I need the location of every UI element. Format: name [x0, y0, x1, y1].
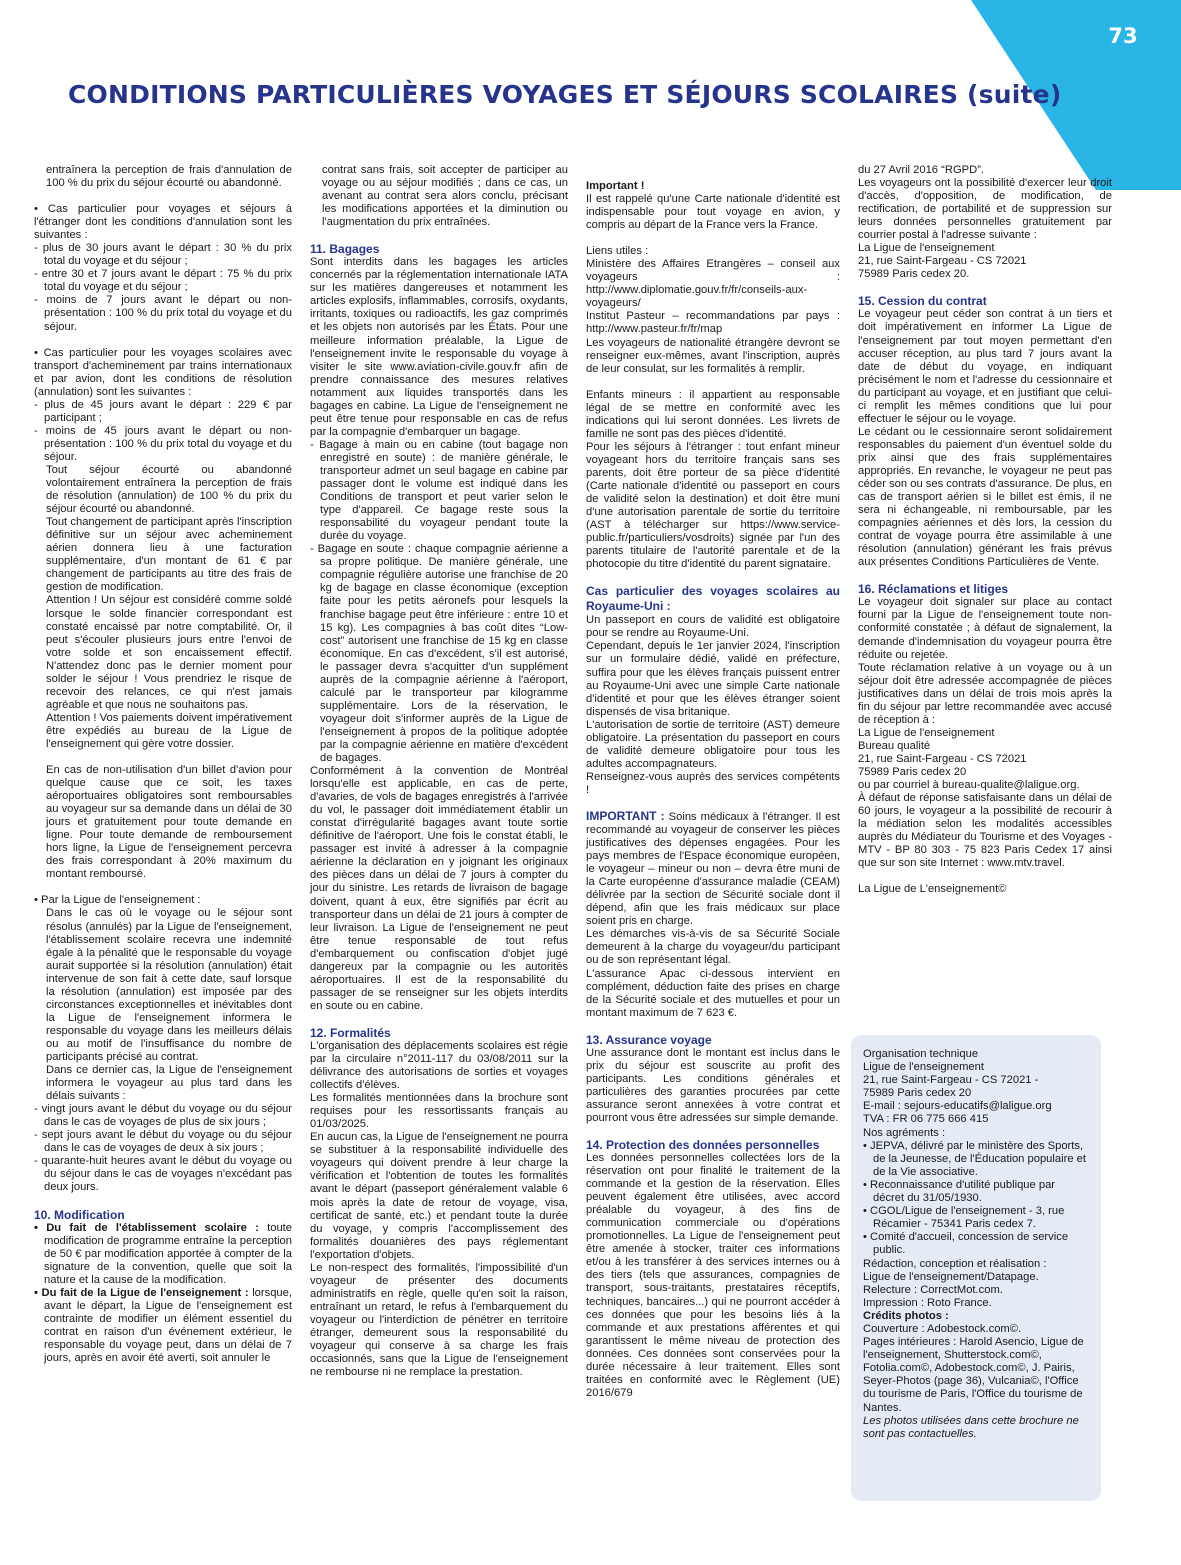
- list-item: - moins de 7 jours avant le départ ou non- présentation : 100 % du prix total du voyage et du séjour.: [34, 294, 292, 333]
- paragraph: Les formalités mentionnées dans la brochure sont requises pour les ressortissants français au 01/03/2025.: [310, 1092, 568, 1131]
- list-item: - sept jours avant le début du voyage ou du séjour dans le cas de voyages de deux à six jours ;: [34, 1129, 292, 1155]
- address-line: 75989 Paris cedex 20: [858, 765, 967, 778]
- paragraph: Conformément à la convention de Montréal lorsqu'elle est applicable, en cas de perte, d'avaries, de vols de bagages enregistrés à l'arrivée du vol, le passager doit immédiatement établir un constat d'irrégularité bagages avant toute sortie définitive de l'aéroport. Une fois le constat établi, le passager est invité à adresser à la compagnie aérienne la déclaration en y joignant les originaux des pièces dans un délai de 7 jours à compter du jour du sinistre. Les retards de livraison de bagage doivent, quant à eux, être signifiés par écrit au transporteur dans un délai de 21 jours à compter de leur livraison. La Ligue de l'enseignement ne peut être tenue responsable de tout refus d'embarquement ou confiscation d'objet jugé dangereux par la compagnie ou les autorités aéroportuaires. Il est de la responsabilité du passager de se renseigner sur les objets interdits en soute ou en cabine.: [310, 765, 568, 1012]
- page-number: 73: [1108, 24, 1138, 48]
- paragraph: Les voyageurs ont la possibilité d'exercer leur droit d'accès, d'opposition, de modification, de rectification, de portabilité et de suppression sur leurs données personnelles gratuitement par courrier postal à l'adresse suivante :: [858, 177, 1112, 242]
- box-line: Relecture : CorrectMot.com.: [863, 1283, 1003, 1296]
- section-heading-16: 16. Réclamations et litiges: [858, 582, 1009, 597]
- paragraph: Tout séjour écourté ou abandonné volontairement entraînera la perception de frais de résolution (annulation) de 100 % du prix du séjour écourté ou abandonné.: [46, 463, 292, 516]
- bold-lead: • Du fait de l'établissement scolaire :: [34, 1221, 259, 1234]
- paragraph: Le voyageur doit signaler sur place au contact fourni par la Ligue de l'enseignement toute non-conformité constatée ; à défaut de signalement, la demande d'indemnisation du voyageur pourra être réduite ou rejetée.: [858, 596, 1112, 661]
- paragraph: • Par la Ligue de l'enseignement :: [34, 894, 201, 907]
- important-label: IMPORTANT :: [586, 808, 665, 823]
- text-column-3: [586, 180, 840, 1400]
- section-heading-13: 13. Assurance voyage: [586, 1032, 712, 1047]
- box-line: 75989 Paris cedex 20: [863, 1087, 972, 1100]
- address-line: 75989 Paris cedex 20.: [858, 268, 970, 281]
- paragraph: Il est rappelé qu'une Carte nationale d'identité est indispensable pour tout voyage en avion, y compris au départ de la France vers la France.: [586, 193, 840, 232]
- box-list-item: • JEPVA, délivré par le ministère des Sports, de la Jeunesse, de l'Éducation populaire et de la Vie associative.: [863, 1139, 1086, 1178]
- paragraph: Sont interdits dans les bagages les articles concernés par la réglementation internationale IATA sur les matières dangereuses et notamment les articles explosifs, inflammables, corrosifs, oxydants, irritants, toxiques ou radioactifs, les gaz comprimés et les objets non autorisés par les États. Pour une meilleure information préalable, la Ligue de l'enseignement invite le responsable du voyage à visiter le site www.aviation-civile.gouv.fr afin de prendre connaissance des mesures relatives notamment aux liquides transportés dans les bagages en cabine. La Ligue de l'enseignement ne peut être tenue pour responsable en cas de refus par la compagnie d'embarquer un bagage.: [310, 256, 568, 438]
- section-heading-14: 14. Protection des données personnelles: [586, 1138, 820, 1152]
- paragraph: Attention ! Vos paiements doivent impérativement être expédiés au bureau de la Ligue de l'enseignement qui gère votre dossier.: [46, 711, 292, 750]
- list-item: - plus de 45 jours avant le départ : 229 € par participant ;: [34, 398, 292, 424]
- box-line: Impression : Roto France.: [863, 1296, 992, 1309]
- paragraph: Institut Pasteur – recommandations par pays : http://www.pasteur.fr/fr/map: [586, 310, 840, 336]
- paragraph: Le non-respect des formalités, l'impossibilité d'un voyageur de présenter des documents administratifs en règle, quelle qu'en soit la raison, entraînant un retard, le refus à l'embarquement du voyageur ou l'interdiction de pénétrer en territoire étranger, demeurent sous la responsabilité du voyageur qui conserve à sa charge les frais occasionnés, sans que la Ligue de l'enseignement ne rembourse ni ne remplace la prestation.: [310, 1261, 568, 1379]
- page-title: CONDITIONS PARTICULIÈRES VOYAGES ET SÉJOURS SCOLAIRES (suite): [68, 80, 1062, 109]
- box-list-item: • Reconnaissance d'utilité publique par décret du 31/05/1930.: [863, 1178, 1056, 1205]
- technical-organisation-box: [851, 1035, 1101, 1501]
- section-heading-11: 11. Bagages: [310, 242, 380, 257]
- box-line: Ligue de l'enseignement/Datapage.: [863, 1270, 1039, 1283]
- box-list-item: • CGOL/Ligue de l'enseignement - 3, rue Récamier - 75341 Paris cedex 7.: [863, 1205, 1065, 1231]
- paragraph: À défaut de réponse satisfaisante dans un délai de 60 jours, le voyageur a la possibilité de recourir à la médiation selon les modalités accessibles auprès du Médiateur du Tourisme et des Voyages - MTV - BP 80 303 - 75 823 Paris Cedex 17 ainsi que sur son site Internet : www.mtv.travel.: [858, 792, 1112, 870]
- box-line-credits: Crédits photos :: [863, 1309, 949, 1322]
- paragraph: Le cédant ou le cessionnaire seront solidairement responsables du paiement d'un éventuel solde du prix ainsi que des frais supplémentaires appropriés. En revanche, le voyageur ne peut pas céder son ou ses contrats d'assurance. De plus, en cas de transport aérien si le billet est émis, il ne sera ni échangeable, ni remboursable, par les compagnies aériennes et dès lors, la cession du contrat de voyage pourra être assimilable à une résolution (annulation) générant les frais prévus aux présentes Conditions Particulières de Vente.: [858, 425, 1112, 569]
- paragraph: Toute réclamation relative à un voyage ou à un séjour doit être adressée accompagnée de pièces justificatives dans un délai de trois mois après la fin du séjour par lettre recommandée avec accusé de réception à :: [858, 661, 1112, 726]
- paragraph: Le voyageur peut céder son contrat à un tiers et doit impérativement en informer La Ligue de l'enseignement par tout moyen permettant d'en accuser réception, au plus tard 7 jours avant la date de début du voyage, en indiquant précisément le nom et l'adresse du cessionnaire et du participant au voyage, et en justifiant que celui-ci remplit les mêmes conditions que lui pour effectuer le séjour ou le voyage.: [858, 308, 1112, 425]
- list-item: - quarante-huit heures avant le début du voyage ou du séjour dans le cas de voyages n'excédant pas deux jours.: [34, 1155, 292, 1194]
- paragraph: Tout changement de participant après l'inscription définitive sur un séjour avec acheminement aérien donnera lieu à une facturation supplémentaire, d'un montant de 61 € par changement de participants au titre des frais de gestion de modification.: [46, 516, 292, 594]
- box-line: Ligue de l'enseignement: [863, 1061, 984, 1074]
- section-heading-12: 12. Formalités: [310, 1025, 391, 1040]
- paragraph: Une assurance dont le montant est inclus dans le prix du séjour est souscrite au profit des participants. Les conditions générales et particulières des garanties procurées par cette assurance seront annexées à votre contrat et pourront vous être adressées sur simple demande.: [586, 1046, 840, 1124]
- box-line-italic: Les photos utilisées dans cette brochure ne sont pas contactuelles.: [863, 1414, 1079, 1440]
- paragraph: En aucun cas, la Ligue de l'enseignement ne pourra se substituer à la responsabilité individuelle des voyageurs qui doivent prendre à leur charge la vérification et l'obtention de toutes les formalités avant le départ (passeport généralement valable 6 mois après la date de retour de voyage, visa, certificat de santé, etc.) et pendant toute la durée du voyage, y compris l'accomplissement des formalités douanières des pays réglementant l'exportation d'objets.: [310, 1131, 568, 1261]
- box-line: Organisation technique: [863, 1048, 979, 1060]
- paragraph: En cas de non-utilisation d'un billet d'avion pour quelque cause que ce soit, les taxes aéroportuaires obligatoires sont remboursables au voyageur sur sa demande dans un délai de 30 jours et gratuitement pour toute demande en ligne. Pour toute demande de remboursement hors ligne, la Ligue de l'enseignement percevra des frais correspondant à 20% maximum du montant remboursé.: [46, 764, 292, 881]
- list-item: - Bagage en soute : chaque compagnie aérienne a sa propre politique. De manière générale, une compagnie régulière autorise une franchise de 20 kg de bagage en classe économique (exception faite pour les petits aéronefs pour lesquels la franchise bagage peut être inférieure : entre 10 et 15 kg). Les compagnies à bas coût dites “Low-cost” autorisent une franchise de 15 kg en classe économique. En cas d'excédent, s'il est autorisé, le passager devra s'acquitter d'un supplément auprès de la compagnie aérienne à l'aéroport, calculé par le transporteur par kilogramme supplémentaire. Lors de la réservation, le voyageur doit s'informer auprès de la Ligue de l'enseignement à propos de la politique adoptée par la compagnie aérienne en matière d'excédent de bagages.: [310, 543, 568, 765]
- paragraph: Liens utiles :: [586, 245, 649, 258]
- box-list-item: • Comité d'accueil, concession de service public.: [863, 1231, 1069, 1257]
- section-heading-15: 15. Cession du contrat: [858, 294, 987, 309]
- text-column-1: [34, 164, 292, 1365]
- box-line: E-mail : sejours-educatifs@laligue.org: [863, 1100, 1052, 1113]
- list-item: - vingt jours avant le début du voyage ou du séjour dans le cas de voyages de plus de six jours ;: [34, 1103, 292, 1129]
- signature-line: La Ligue de L'enseignement©: [858, 883, 1007, 896]
- paragraph: Les voyageurs de nationalité étrangère devront se renseigner eux-mêmes, avant l'inscription, auprès de leur consulat, sur les formalités à remplir.: [586, 336, 840, 375]
- paragraph: Dans le cas où le voyage ou le séjour sont résolus (annulés) par la Ligue de l'enseignement, l'établissement scolaire recevra une indemnité égale à la pénalité que le responsable du voyage aurait supportée si la résolution (annulation) était intervenue de son fait à cette date, sauf lorsque la résolution (annulation) est imposée par des circonstances exceptionnelles et inévitables dont la Ligue de l'enseignement informera le responsable du voyage dans les meilleurs délais ou au motif de l'insuffisance du nombre de participants précisé au contrat.: [46, 907, 292, 1063]
- paragraph: L'assurance Apac ci-dessous intervient en complément, déduction faite des prises en charge de la Sécurité sociale et des mutuelles et pour un montant maximum de 7 623 €.: [586, 967, 840, 1019]
- paragraph: • Du fait de l'établissement scolaire : toute modification de programme entraîne la perception de 50 € par modification apportée à compter de la signature de la convention, quelle que soit la nature et la cause de la modification.: [34, 1221, 293, 1286]
- text-column-2: [310, 164, 568, 1379]
- section-heading-uk: Cas particulier des voyages scolaires au Royaume-Uni :: [586, 584, 840, 614]
- subheading-important: Important !: [586, 180, 645, 192]
- paragraph: • Du fait de la Ligue de l'enseignement : lorsque, avant le départ, la Ligue de l'enseignement est contrainte de modifier un élément essentiel du contrat en raison d'un événement extérieur, le responsable du voyage peut, dans un délai de 7 jours, après en avoir été averti, soit annuler le: [34, 1286, 292, 1364]
- paragraph: Ministère des Affaires Etrangères – conseil aux voyageurs : http://www.diplomatie.gouv.fr/fr/conseils-aux-voyageurs/: [586, 258, 840, 310]
- list-item: - moins de 45 jours avant le départ ou non-présentation : 100 % du prix total du voyage et du séjour.: [34, 424, 292, 463]
- paragraph: Un passeport en cours de validité est obligatoire pour se rendre au Royaume-Uni.: [586, 614, 840, 640]
- text-column-4: [858, 164, 1112, 896]
- box-line: 21, rue Saint-Fargeau - CS 72021 -: [863, 1074, 1039, 1087]
- paragraph: entraînera la perception de frais d'annulation de 100 % du prix du séjour écourté ou abandonné.: [46, 164, 292, 190]
- address-line: La Ligue de l'enseignement: [858, 242, 995, 255]
- paragraph: Dans ce dernier cas, la Ligue de l'enseignement informera le voyageur au plus tard dans les délais suivants :: [46, 1064, 292, 1103]
- paragraph: L'autorisation de sortie de territoire (AST) demeure obligatoire. La présentation du passeport en cours de validité demeure obligatoire pour tous les adultes accompagnateurs.: [586, 718, 840, 770]
- paragraph: Enfants mineurs : il appartient au responsable légal de se mettre en conformité avec les indications qui lui seront données. Les livrets de famille ne sont pas des pièces d'identité.: [586, 388, 840, 440]
- paragraph: IMPORTANT : Soins médicaux à l'étranger. Il est recommandé au voyageur de conserver les pièces justificatives des dépenses engagées. Pour les pays membres de l'Espace économique européen, le voyageur – mineur ou non – devra être muni de la Carte européenne d'assurance maladie (CEAM) délivrée par la section de Sécurité sociale dont il dépend, afin que les frais médicaux sur place soient pris en charge.: [586, 808, 841, 928]
- paragraph: L'organisation des déplacements scolaires est régie par la circulaire n°2011-117 du 03/08/2011 sur la délivrance des autorisations de sorties et voyages collectifs d'élèves.: [310, 1039, 568, 1092]
- list-item: - Bagage à main ou en cabine (tout bagage non enregistré en soute) : de manière générale, le transporteur admet un seul bagage en cabine par passager dont le volume est indiqué dans les Conditions de transport et peut varier selon le type d'appareil. Ce bagage reste sous la responsabilité du voyageur pendant toute la durée du voyage.: [310, 438, 568, 543]
- address-line: 21, rue Saint-Fargeau - CS 72021: [858, 752, 1027, 765]
- paragraph: Cependant, depuis le 1er janvier 2024, l'inscription sur un formulaire dédié, validé en préfecture, suffira pour que les élèves français puissent entrer au Royaume-Uni avec une simple Carte nationale d'identité et pour que les élèves étranger soient dispensés de visa britanique.: [586, 640, 840, 718]
- list-item: - entre 30 et 7 jours avant le départ : 75 % du prix total du voyage et du séjour ;: [34, 268, 292, 294]
- paragraph: • Cas particulier pour voyages et séjours à l'étranger dont les conditions d'annulation sont les suivantes :: [34, 203, 292, 242]
- paragraph: du 27 Avril 2016 “RGPD”.: [858, 164, 985, 176]
- address-line: Bureau qualité: [858, 739, 931, 752]
- section-heading-10: 10. Modification: [34, 1207, 125, 1222]
- paragraph: Les données personnelles collectées lors de la réservation ont pour finalité le traitement de la commande et la gestion de la réservation. Elles peuvent également être utilisées, avec accord préalable du voyageur, à des fins de communication commerciale ou d'opérations promotionnelles. La Ligue de l'enseignement peut être amenée à stocker, traiter ces informations et/ou à les transférer à des services internes ou à des tiers (tels que assurances, compagnies de transport, sous-traitants, prestataires réceptifs, techniques, bancaires...) qui ne pourront accéder à ces données que pour les besoins liés à la commande et aux prestations afférentes et qui garantissent le même niveau de protection des données. Ces données sont conservées pour la durée nécessaire à leur traitement. Elles sont traitées en conformité avec le Règlement (UE) 2016/679: [586, 1152, 840, 1399]
- paragraph: • Cas particulier pour les voyages scolaires avec transport d'acheminement par trains internationaux et par avion, dont les conditions de résolution (annulation) sont les suivantes :: [34, 346, 292, 398]
- address-line: 21, rue Saint-Fargeau - CS 72021: [858, 255, 1027, 268]
- box-line: Nos agréments :: [863, 1126, 946, 1139]
- box-line: TVA : FR 06 775 666 415: [863, 1113, 989, 1126]
- box-line: Pages intérieures : Harold Asencio, Ligue de l'enseignement, Shutterstock.com©, Fotolia.com©, Adobestock.com©, J. Pairis, Seyer-Photos (page 36), Vulcania©, l'Office du tourisme de Paris, l'Office du tourisme de Nantes.: [863, 1336, 1084, 1414]
- email-line: ou par courriel à bureau-qualite@laligue.org.: [858, 779, 1080, 792]
- box-line: Rédaction, conception et réalisation :: [863, 1257, 1047, 1270]
- paragraph: Attention ! Un séjour est considéré comme soldé lorsque le solde financier correspondant est constaté encaissé par notre comptabilité. Or, il peut s'écouler plusieurs jours entre l'envoi de votre solde et son encaissement effectif. N'attendez donc pas le dernier moment pour solder le séjour ! Vous prendriez le risque de recevoir des relances, ce qui n'est jamais agréable et que nous ne souhaitons pas.: [46, 594, 292, 711]
- bold-lead: • Du fait de la Ligue de l'enseignement :: [34, 1286, 249, 1299]
- paragraph: contrat sans frais, soit accepter de participer au voyage ou au séjour modifiés ; dans ce cas, un avenant au contrat sera alors conclu, précisant les modifications apportées et la diminution ou l'augmentation du prix entraînées.: [322, 164, 568, 229]
- list-item: - plus de 30 jours avant le départ : 30 % du prix total du voyage et du séjour ;: [34, 242, 292, 268]
- paragraph: Pour les séjours à l'étranger : tout enfant mineur voyageant hors du territoire français sans ses parents, doit être porteur de sa pièce d'identité (Carte nationale d'identité ou passeport en cours de validité selon la destination) et doit être muni d'une autorisation parentale de sortie du territoire (AST à télécharger sur https://www.service-public.fr/particuliers/vosdroits) signée par l'un des parents titulaire de l'autorité parentale et de la photocopie du titre d'identité du parent signataire.: [586, 440, 840, 571]
- address-line: La Ligue de l'enseignement: [858, 726, 995, 739]
- box-line: Couverture : Adobestock.com©.: [863, 1322, 1022, 1335]
- paragraph: Les démarches vis-à-vis de sa Sécurité Sociale demeurent à la charge du voyageur/du participant ou de son représentant légal.: [586, 928, 840, 967]
- paragraph: Renseignez-vous auprès des services compétents !: [586, 770, 840, 796]
